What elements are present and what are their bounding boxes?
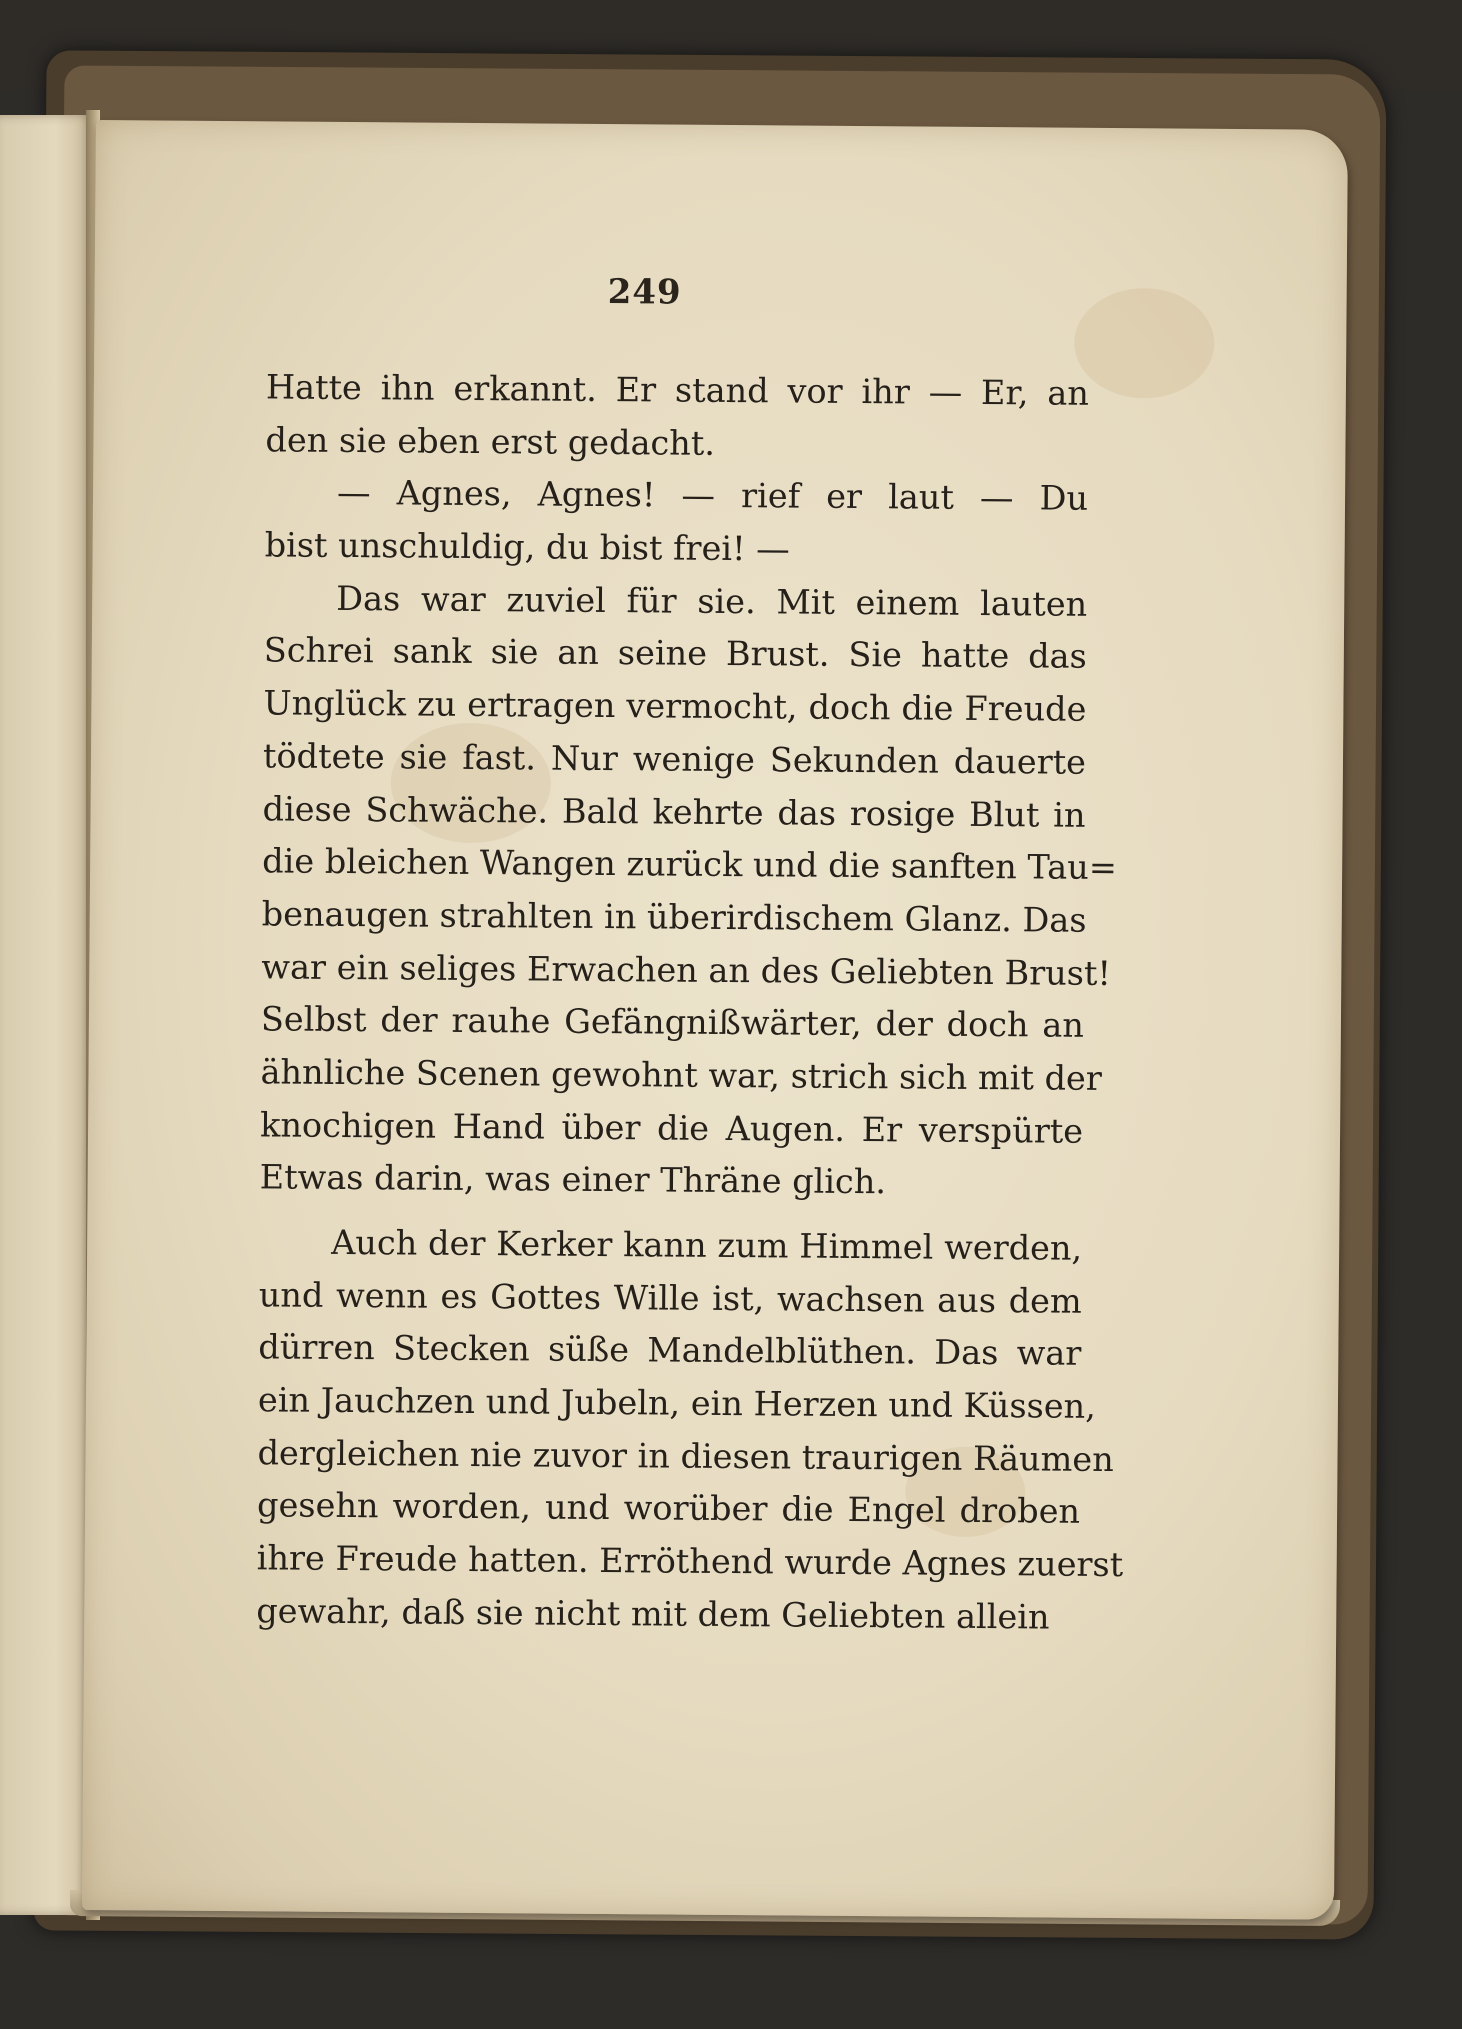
text-line: Hatte ihn erkannt. Er stand vor ihr — Er, an: [265, 367, 1090, 413]
text-line: dergleichen nie zuvor in diesen traurigen Räumen: [257, 1433, 1114, 1479]
text-line: ähnliche Scenen gewohnt war, strich sich mit der: [260, 1052, 1102, 1098]
text-line: Schrei sank sie an seine Brust. Sie hatte das: [263, 630, 1087, 677]
text-line: ihre Freude hatten. Erröthend wurde Agnes zuerst: [256, 1538, 1124, 1585]
text-line: dürren Stecken süße Mandelblüthen. Das war: [258, 1327, 1082, 1374]
text-line: Etwas darin, was einer Thräne glich.: [259, 1157, 887, 1202]
text-line: gewahr, daß sie nicht mit dem Geliebten allein: [256, 1591, 1050, 1637]
text-line: — Agnes, Agnes! — rief er laut — Du: [336, 473, 1089, 519]
text-line: Das war zuviel für sie. Mit einem lauten: [336, 578, 1088, 624]
text-line: die bleichen Wangen zurück und die sanften Tau=: [262, 841, 1118, 888]
text-line: Selbst der rauhe Gefängnißwärter, der doch an: [260, 999, 1085, 1046]
text-line: und wenn es Gottes Wille ist, wachsen aus dem: [258, 1275, 1082, 1321]
page-text: [256, 361, 1124, 1644]
text-line: gesehn worden, und worüber die Engel droben: [256, 1485, 1081, 1532]
text-line: Auch der Kerker kann zum Himmel werden,: [331, 1222, 1083, 1268]
text-line: war ein seliges Erwachen an des Geliebten Brust!: [261, 946, 1112, 993]
previous-page-sliver: [0, 115, 92, 1915]
text-line: knochigen Hand über die Augen. Er verspürte: [259, 1104, 1084, 1151]
page-number: 249: [607, 272, 682, 313]
text-line: bist unschuldig, du bist frei! —: [264, 525, 790, 569]
book-page: [82, 120, 1348, 1920]
text-line: ein Jauchzen und Jubeln, ein Herzen und Küssen,: [257, 1380, 1097, 1426]
text-line: diese Schwäche. Bald kehrte das rosige Blut in: [262, 788, 1086, 835]
text-line: tödtete sie fast. Nur wenige Sekunden dauerte: [262, 736, 1087, 782]
text-line: Unglück zu ertragen vermocht, doch die Freude: [263, 683, 1087, 729]
text-line: den sie eben erst gedacht.: [265, 420, 716, 463]
text-line: benaugen strahlten in überirdischem Glanz. Das: [261, 894, 1087, 940]
